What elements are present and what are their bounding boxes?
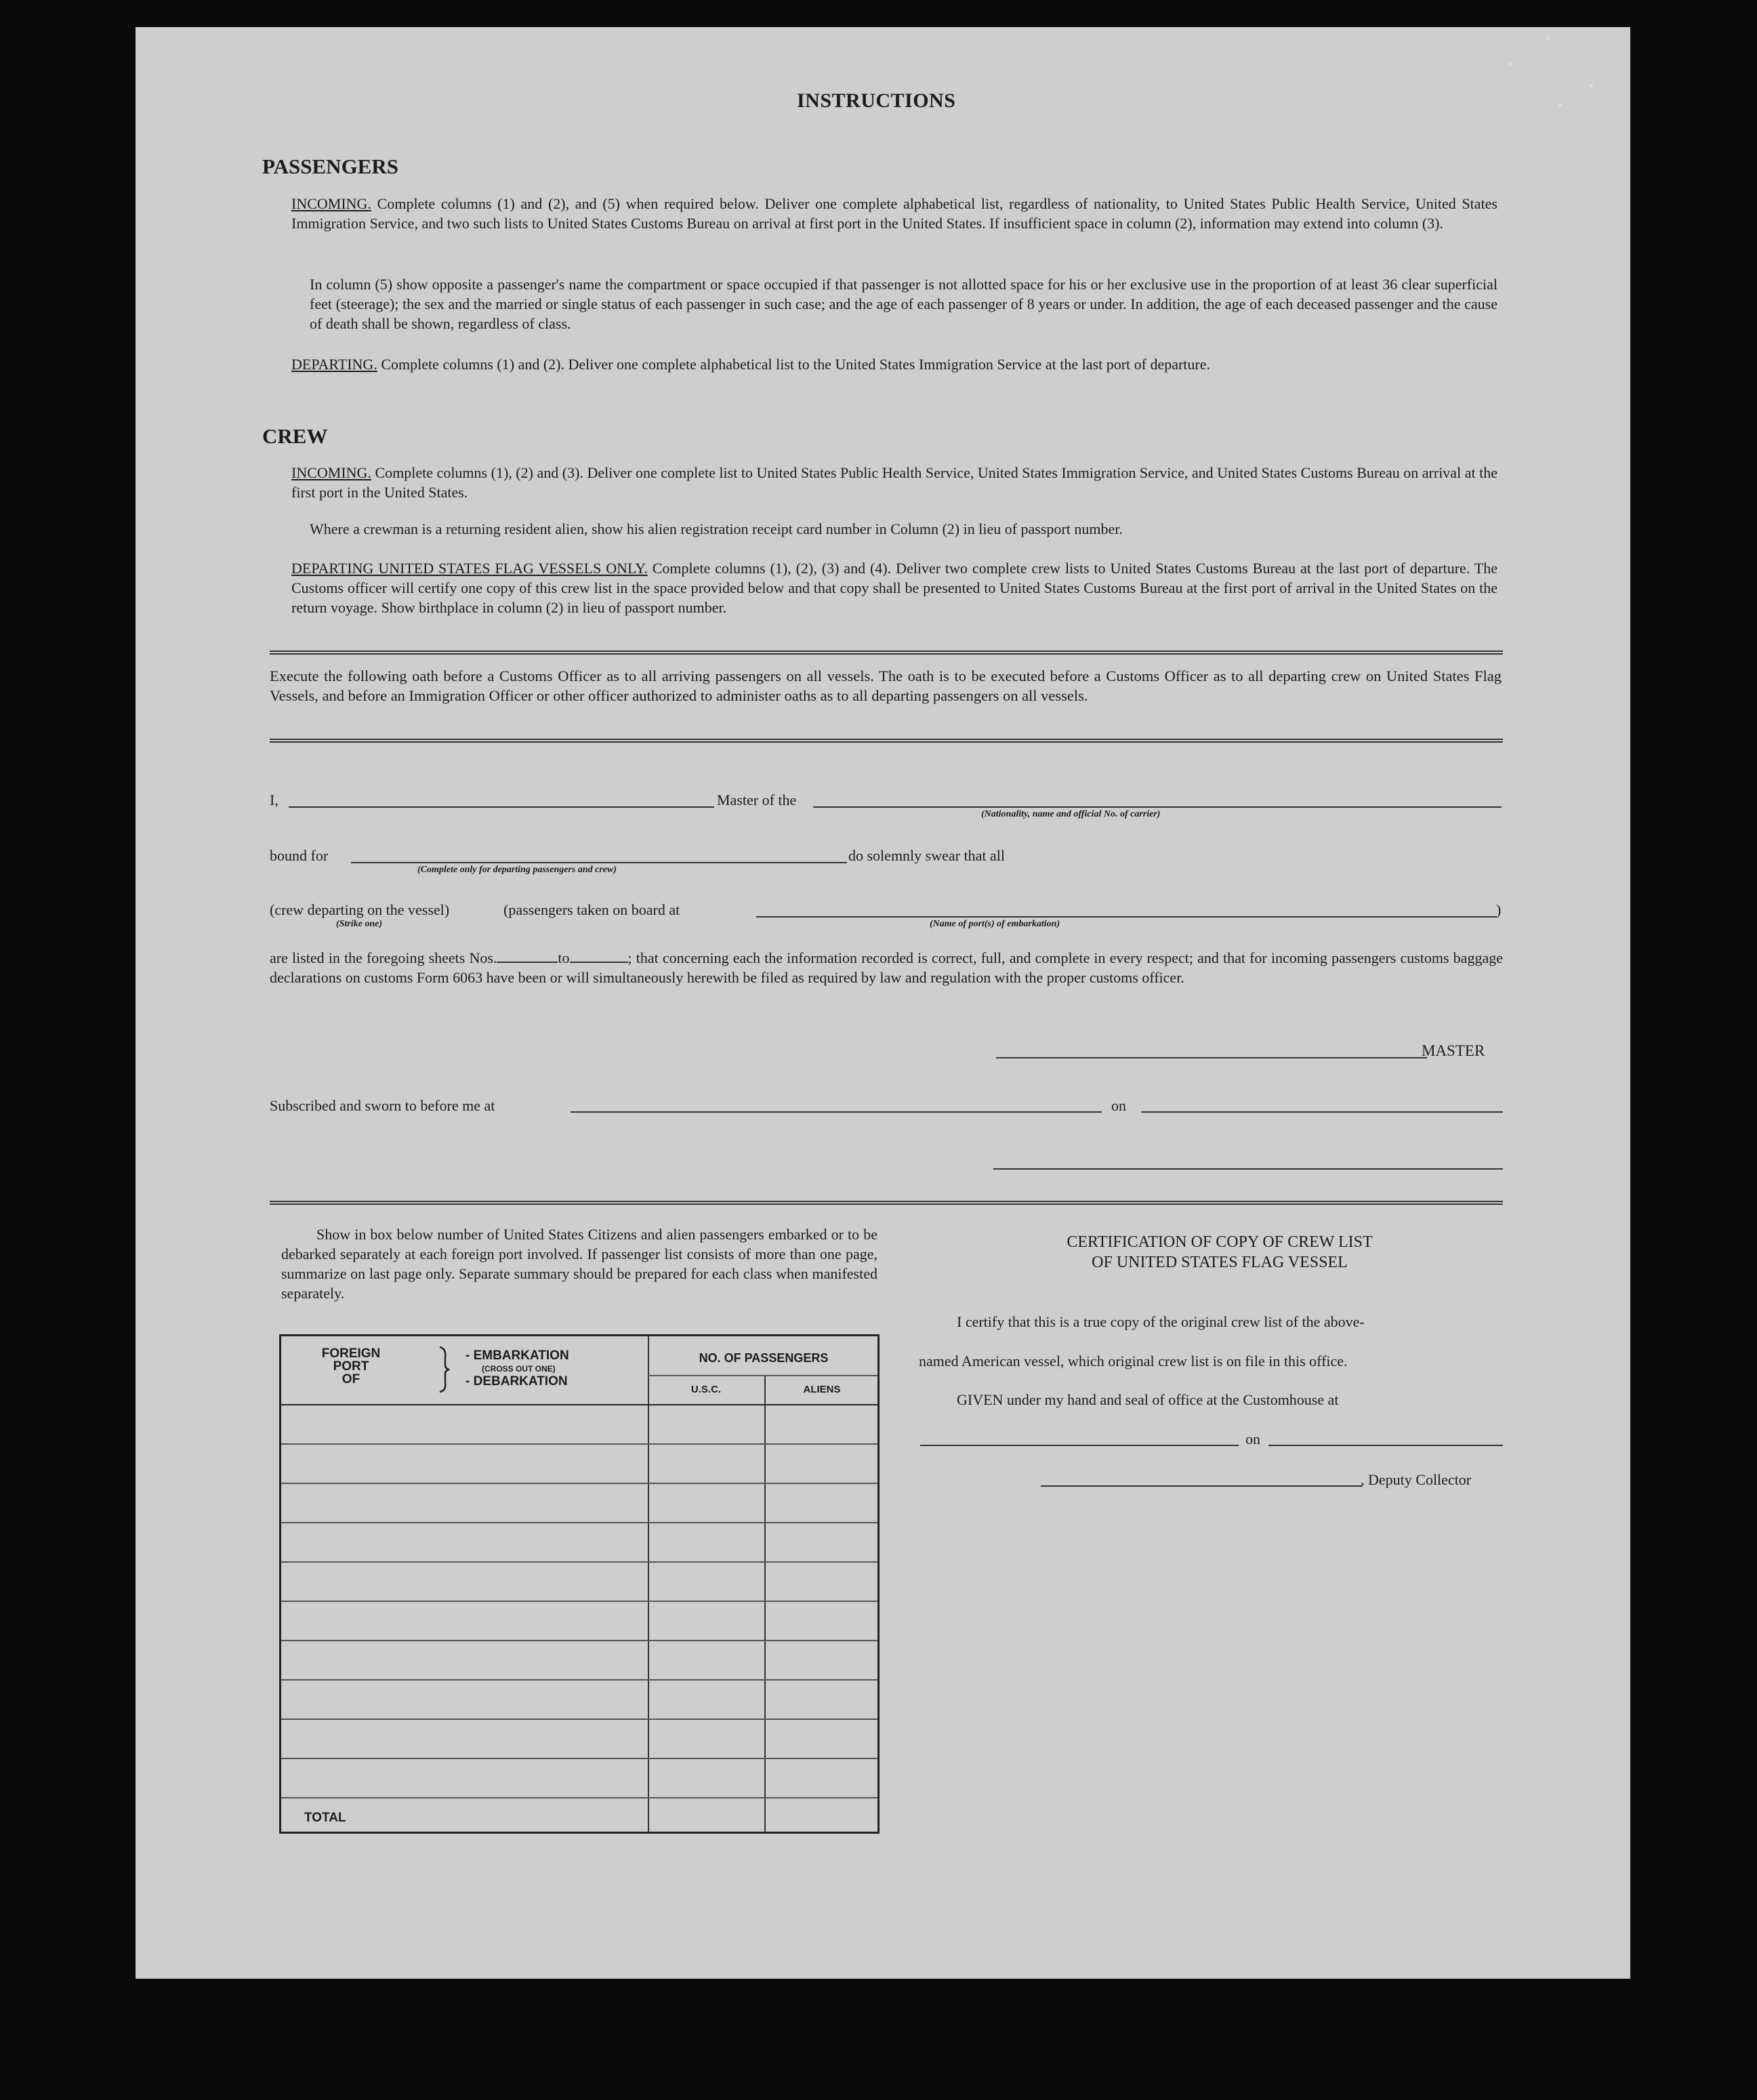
foreign-port-of-header: FOREIGN PORT OF (321, 1346, 381, 1386)
master-of-the-label: Master of the (717, 791, 797, 808)
brace-icon (437, 1346, 452, 1393)
listed-rest: ; that concerning each the information recorded is correct, full, and complete in every respect; and that for incoming passengers customs baggage declarations on customs Form 6063 have been or will simultaneously herewith be filed as required by law and regulation with the proper customs officer. (270, 949, 1503, 986)
deputy-signature-line[interactable] (1041, 1485, 1362, 1487)
do-solemnly-swear: do solemnly swear that all (848, 847, 1005, 864)
film-speck (1590, 84, 1593, 87)
cert-date-line[interactable] (1268, 1445, 1503, 1446)
given-text: GIVEN under my hand and seal of office at the Customhouse at (957, 1391, 1339, 1408)
master-name-line[interactable] (289, 806, 714, 808)
instructions-title: INSTRUCTIONS (797, 89, 956, 112)
passengers-heading: PASSENGERS (262, 155, 398, 178)
passenger-summary-table (279, 1334, 880, 1834)
officer-signature-line[interactable] (993, 1168, 1503, 1170)
customhouse-line[interactable] (920, 1445, 1239, 1446)
film-speck (1546, 37, 1550, 40)
cross-out-hint: (CROSS OUT ONE) (482, 1364, 556, 1374)
crew-incoming-text: Complete columns (1), (2) and (3). Deliver one complete list to United States Public Health Service, United States Immigration Service, and United States Customs Bureau on arrival at the first port in the United States. (291, 464, 1497, 501)
crew-departing-text: Complete columns (1), (2), (3) and (4). Deliver two complete crew lists to United States Customs Bureau at the last port of departure. The Customs officer will certify one copy of this crew list in the space provided below and that copy shall be presented to United States Customs Bureau at the first port of arrival in the United States on the return voyage. Show birthplace in column (2) in lieu of passport number. (291, 560, 1498, 616)
passengers-departing-text: Complete columns (1) and (2). Deliver one complete alphabetical list to the United States Immigration Service at the last port of departure. (381, 356, 1211, 373)
listed-start: are listed in the foregoing sheets Nos. (270, 949, 497, 966)
bound-for-line[interactable] (351, 862, 847, 863)
to-word: to (558, 949, 570, 966)
certify-line1: I certify that this is a true copy of the original crew list of the above- (957, 1313, 1365, 1330)
close-paren: ) (1496, 901, 1502, 918)
subscribed-label: Subscribed and sworn to before me at (270, 1097, 495, 1114)
passengers-incoming-paragraph (291, 194, 1497, 233)
passengers-incoming-label: INCOMING. (291, 195, 371, 212)
sheet-from-field[interactable] (497, 949, 558, 963)
sheet-to-field[interactable] (570, 949, 628, 963)
sworn-place-line[interactable] (571, 1111, 1102, 1113)
passengers-taken-option[interactable]: (passengers taken on board at (503, 901, 680, 918)
divider-rule (270, 651, 1503, 655)
ports-line[interactable] (756, 916, 1497, 918)
passengers-departing-paragraph (291, 354, 1497, 374)
sworn-on-label: on (1111, 1097, 1126, 1114)
oath-i-label: I, (270, 791, 278, 808)
certification-title: CERTIFICATION OF COPY OF CREW LIST OF UNITED STATES FLAG VESSEL (1067, 1233, 1373, 1271)
bound-for-label: bound for (270, 847, 329, 864)
bound-for-hint: (Complete only for departing passengers and crew) (417, 865, 617, 875)
usc-header: U.S.C. (690, 1384, 722, 1395)
crew-incoming-label: INCOMING. (291, 464, 371, 481)
document-page (136, 27, 1630, 1979)
master-label: MASTER (1422, 1042, 1485, 1059)
cert-on-label: on (1245, 1430, 1260, 1447)
film-speck (1509, 62, 1512, 66)
embarkation-option[interactable]: - EMBARKATION (466, 1348, 569, 1363)
divider-rule (270, 1201, 1503, 1205)
no-of-passengers-header: NO. OF PASSENGERS (699, 1351, 829, 1365)
summary-instruction: Show in box below number of United States Citizens and alien passengers embarked or to be debarked separately at each foreign port involved. If passenger list consists of more than one page, summarize on last page only. Separate summary should be prepared for each class when manifested separately. (281, 1226, 877, 1302)
crew-departing-label: DEPARTING UNITED STATES FLAG VESSELS ONLY. (291, 560, 648, 577)
total-label: TOTAL (304, 1811, 346, 1825)
crew-incoming-paragraph (291, 463, 1497, 502)
divider-rule (270, 739, 1503, 743)
debarkation-option[interactable]: - DEBARKATION (466, 1374, 568, 1388)
aliens-header: ALIENS (803, 1384, 841, 1395)
nationality-hint: (Nationality, name and official No. of carrier) (981, 809, 1161, 819)
passengers-departing-label: DEPARTING. (291, 356, 377, 373)
sworn-date-line[interactable] (1141, 1111, 1503, 1113)
master-signature-line[interactable] (996, 1057, 1427, 1058)
ports-hint: (Name of port(s) of embarkation) (930, 919, 1060, 929)
film-speck (1558, 103, 1562, 106)
crew-alien-paragraph: Where a crewman is a returning resident alien, show his alien registration receipt card number in Column (2) in lieu of passport number. (310, 520, 1123, 537)
deputy-collector-label: , Deputy Collector (1361, 1471, 1472, 1488)
oath-instruction: Execute the following oath before a Customs Officer as to all arriving passengers on all vessels. The oath is to be executed before a Customs Officer as to all departing crew on United States Flag Vessels, and before an Immigration Officer or other officer authorized to administer oaths as to all departing passengers on all vessels. (270, 667, 1502, 704)
passengers-incoming-text: Complete columns (1) and (2), and (5) when required below. Deliver one complete alphabetical list, regardless of nationality, to United States Public Health Service, United States Immigration Service, and two such lists to United States Customs Bureau on arrival at first port in the United States. If insufficient space in column (2), information may extend into column (3). (291, 195, 1497, 232)
crew-heading: CREW (262, 424, 328, 448)
listed-paragraph (270, 948, 1503, 987)
crew-departing-paragraph (291, 558, 1497, 617)
certify-line2: named American vessel, which original crew list is on file in this office. (919, 1353, 1348, 1370)
strike-one-hint: (Strike one) (336, 919, 383, 929)
passengers-column5-paragraph: In column (5) show opposite a passenger's name the compartment or space occupied if that passenger is not allotted space for his or her exclusive use in the proportion of at least 36 clear superficial feet (steerage); the sex and the married or single status of each passenger in such case; and the age of each passenger of 8 years or under. In addition, the age of each deceased passenger and the cause of death shall be shown, regardless of class. (310, 276, 1497, 332)
carrier-line[interactable] (813, 806, 1502, 808)
crew-departing-option[interactable]: (crew departing on the vessel) (270, 901, 450, 918)
